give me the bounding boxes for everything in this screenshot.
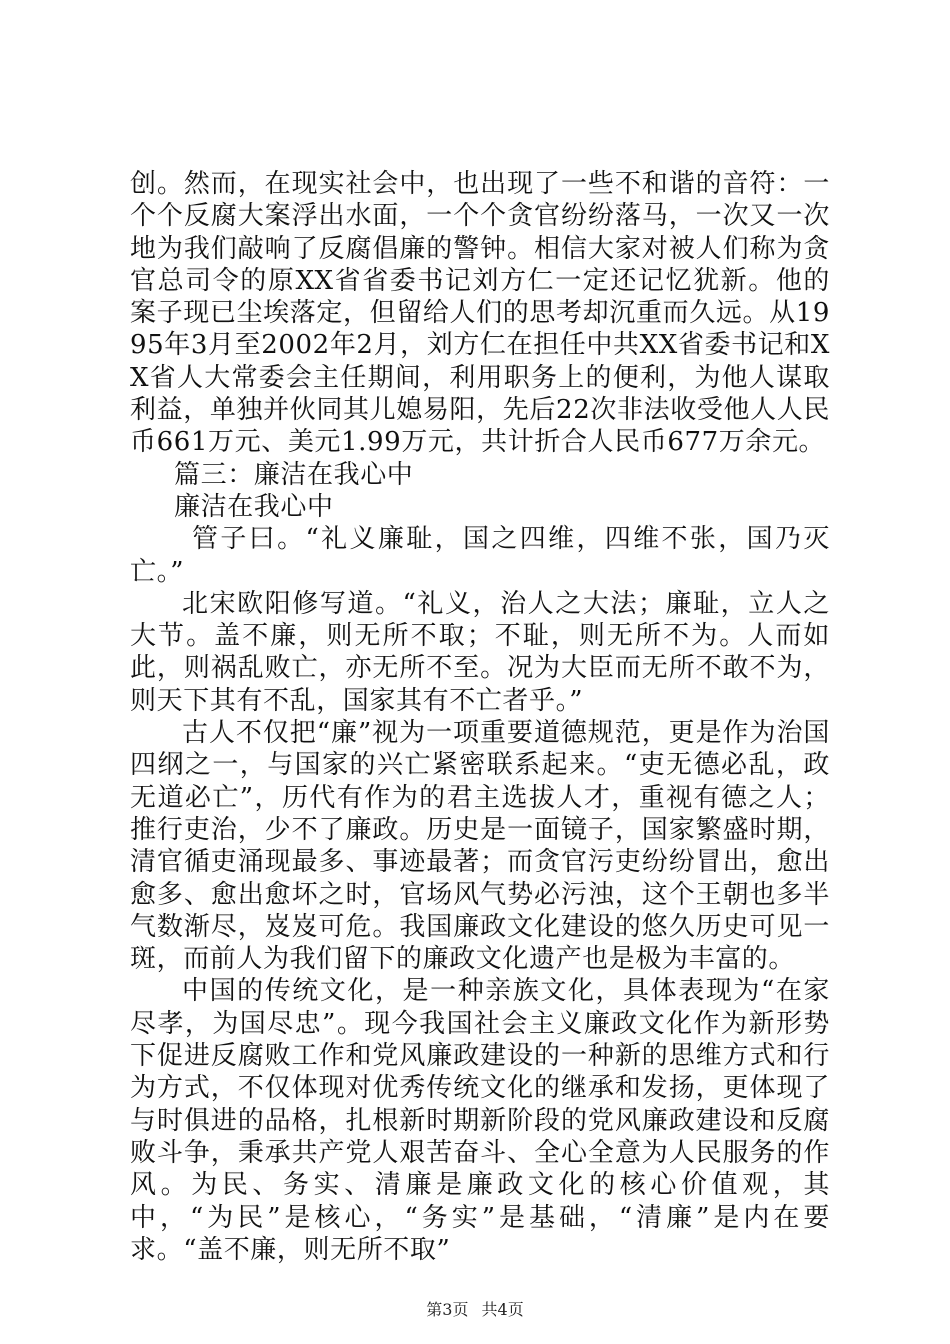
section-heading: 篇三：廉洁在我心中 [174,459,414,490]
paragraph-case-summary: 创。然而，在现实社会中，也出现了一些不和谐的音符：一个个反腐大案浮出水面，一个个贪官纷纷落马，一次又一次地为我们敲响了反腐倡廉的警钟。相信大家对被人们称为贪官总司令的原XX省省委书记刘方仁一定还记忆犹新。他的案子现已尘埃落定，但留给人们的思考却沉重而久远。从1995年3月至2002年2月，刘方仁在担任中共XX省委书记和XX省人大常委会主任期间，利用职务上的便利，为他人谋取利益，单独并伙同其儿媳易阳，先后22次非法收受他人人民币661万元、美元1.99万元，共计折合人民币677万余元。 [130,169,830,458]
page-footer [0,1300,950,1320]
paragraph-traditional-culture: 中国的传统文化，是一种亲族文化，具体表现为“在家尽孝，为国尽忠”。现今我国社会主义廉政文化作为新形势下促进反腐败工作和党风廉政建设的一种新的思维方式和行为方式，不仅体现对优秀传统文化的继承和发扬，更体现了与时俱进的品格，扎根新时期新阶段的党风廉政建设和反腐败斗争，秉承共产党人艰苦奋斗、全心全意为人民服务的作风。为民、务实、清廉是廉政文化的核心价值观，其中，“为民”是核心，“务实”是基础，“清廉”是内在要求。“盖不廉，则无所不取” [130,976,830,1265]
document-body [130,168,830,1266]
page-number: 第3页 [426,1300,469,1319]
article-title: 廉洁在我心中 [174,491,334,522]
page-total: 共4页 [481,1300,524,1319]
paragraph-guanzi-quote: 管子曰。“礼义廉耻，国之四维，四维不张，国乃灭亡。” [130,524,830,587]
paragraph-ancient-integrity: 古人不仅把“廉”视为一项重要道德规范，更是作为治国四纲之一，与国家的兴亡紧密联系起来。“吏无德必乱，政无道必亡”，历代有作为的君主选拔人才，重视有德之人；推行吏治，少不了廉政。历史是一面镜子，国家繁盛时期，清官循吏涌现最多、事迹最著；而贪官污吏纷纷冒出，愈出愈多、愈出愈坏之时，官场风气势必污浊，这个王朝也多半气数渐尽，岌岌可危。我国廉政文化建设的悠久历史可见一斑，而前人为我们留下的廉政文化遗产也是极为丰富的。 [130,718,830,975]
paragraph-ouyangxiu-quote: 北宋欧阳修写道。“礼义，治人之大法；廉耻，立人之大节。盖不廉，则无所不取；不耻，则无所不为。人而如此，则祸乱败亡，亦无所不至。况为大臣而无所不敢不为，则天下其有不乱，国家其有不亡者乎。” [130,588,830,716]
